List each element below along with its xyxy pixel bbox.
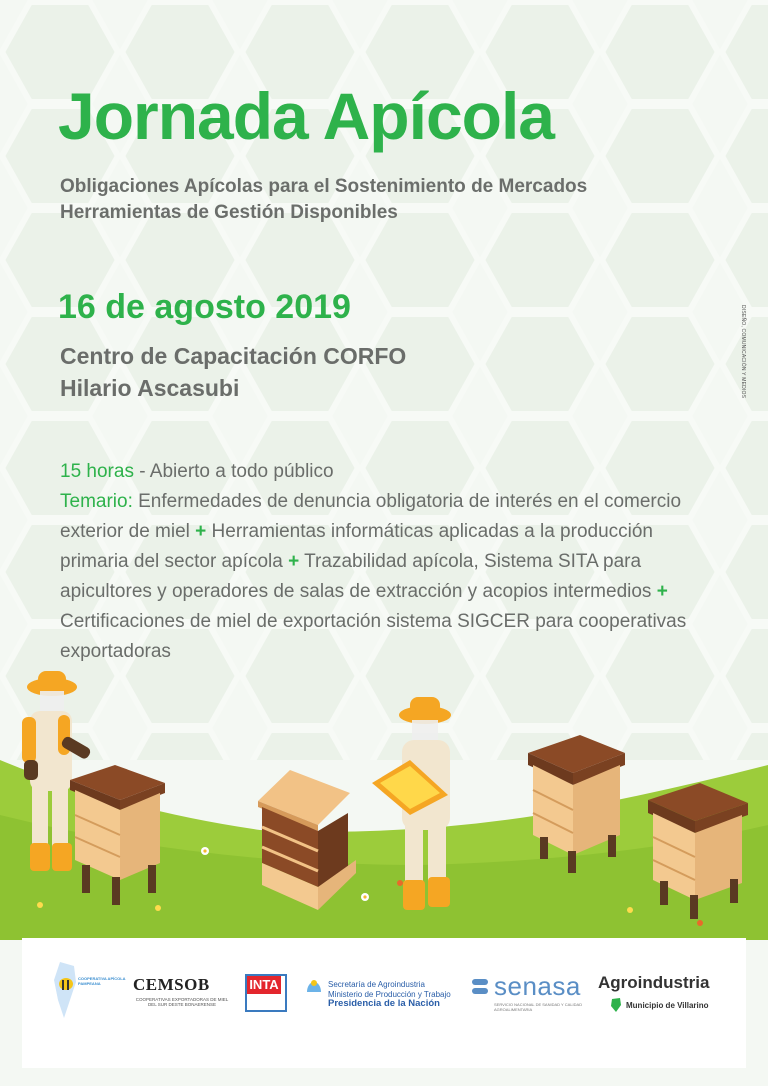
plus-separator: +: [288, 551, 300, 572]
argentina-shield-icon: [305, 978, 323, 1004]
municipio-label: Municipio de Villarino: [626, 1001, 709, 1010]
agenda-item-3: Trazabilidad apícola, Sistema SITA para apicultores y operadores de salas de extracción y acopios intermedios: [60, 551, 657, 602]
beehive: [528, 735, 625, 873]
page-title: Jornada Apícola: [58, 79, 555, 153]
agenda-label: Temario:: [60, 491, 133, 512]
agenda-item-2: Herramientas informáticas aplicadas a la producción primaria del sector apícola: [60, 521, 653, 572]
design-credit: DISEÑO, COMUNICACIÓN Y MEDIOS: [740, 305, 746, 399]
town-name: Hilario Ascasubi: [60, 375, 240, 401]
cemsob-logo: CEMSOB: [133, 975, 210, 994]
villarino-map-icon: [610, 997, 622, 1013]
gov-line-1: Secretaría de Agroindustria: [328, 980, 425, 989]
senasa-logo: senasa: [494, 971, 581, 1001]
event-date: 16 de agosto 2019: [58, 288, 351, 326]
subtitle: [60, 174, 587, 226]
gov-line-2: Ministerio de Producción y Trabajo: [328, 989, 451, 999]
gov-line-3: Presidencia de la Nación: [328, 998, 440, 1009]
beekeeping-illustration: [0, 665, 768, 940]
plus-separator: +: [195, 521, 207, 542]
senasa-subtitle: SERVICIO NACIONAL DE SANIDAD Y CALIDAD AGROALIMENTARIA: [494, 1002, 583, 1012]
inta-logo-text: INTA: [247, 976, 281, 994]
venue-name: Centro de Capacitación CORFO: [60, 343, 407, 369]
agroindustria-logo: Agroindustria: [598, 973, 710, 992]
plus-separator: +: [656, 581, 668, 602]
agenda-item-1: Enfermedades de denuncia obligatoria de interés en el comercio exterior de miel: [60, 491, 682, 542]
senasa-symbol-icon: [470, 977, 490, 997]
agenda-item-4: Certificaciones de miel de exportación sistema SIGCER para cooperativas exportadoras: [60, 611, 687, 662]
event-info: [60, 457, 720, 667]
cemsob-subtitle: COOPERATIVAS EXPORTADORAS DE MIEL DEL SUR DESTE BONAERENSE: [135, 997, 229, 1007]
event-time: 15 horas: [60, 461, 134, 482]
gov-logo: [328, 980, 451, 1009]
subtitle-line-1: Obligaciones Apícolas para el Sostenimiento de Mercados: [60, 176, 588, 197]
bee-map-icon: [50, 960, 82, 1020]
beehive: [70, 765, 165, 905]
event-location: [60, 340, 406, 404]
coop-logo-text: COOPERATIVA APÍCOLA PAMPEANA: [78, 976, 126, 986]
event-access: - Abierto a todo público: [133, 461, 334, 482]
subtitle-line-2: Herramientas de Gestión Disponibles: [60, 202, 398, 223]
beehive: [648, 783, 748, 919]
